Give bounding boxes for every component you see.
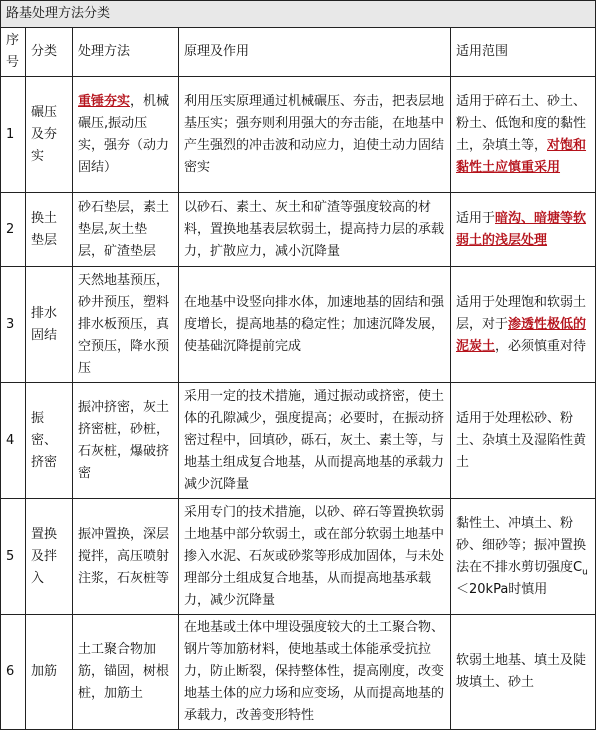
row-category: 置换及拌入	[26, 499, 73, 615]
header-scope: 适用范围	[451, 28, 596, 77]
row-scope	[451, 193, 596, 267]
row-method	[73, 77, 179, 193]
row-scope	[451, 77, 596, 193]
row-category: 碾压及夯实	[26, 77, 73, 193]
scope-text-after: ，必须慎重对待	[495, 338, 587, 354]
row-scope	[451, 267, 596, 383]
method-highlight: 重锤夯实	[78, 93, 131, 109]
table-title-row	[1, 1, 596, 28]
row-method: 天然地基预压，砂井预压，塑料排水板预压，真空预压，降水预压	[73, 267, 179, 383]
table-row	[1, 383, 596, 499]
header-row	[1, 28, 596, 77]
method-text: ，机械碾压,振动压实，强夯（动力固结）	[78, 93, 170, 175]
row-principle: 在地基中设竖向排水体，加速地基的固结和强度增长，提高地基的稳定性；加速沉降发展，使基础沉降提前完成	[179, 267, 451, 383]
header-method: 处理方法	[73, 28, 179, 77]
row-method: 土工聚合物加筋，锚固，树根桩，加筋土	[73, 615, 179, 730]
row-category: 振密、挤密	[26, 383, 73, 499]
scope-text-after: ＜20kPa时慎用	[456, 581, 548, 597]
row-no: 4	[1, 383, 26, 499]
table-row	[1, 267, 596, 383]
row-no: 6	[1, 615, 26, 730]
table-row	[1, 615, 596, 730]
header-principle: 原理及作用	[179, 28, 451, 77]
row-no: 1	[1, 77, 26, 193]
table-row	[1, 499, 596, 615]
row-no: 5	[1, 499, 26, 615]
scope-text: 黏性土、冲填土、粉砂、细砂等；振冲置换法在不排水剪切强度C	[456, 515, 587, 575]
table-row	[1, 77, 596, 193]
scope-subscript: u	[582, 567, 588, 578]
row-principle: 以砂石、素土、灰土和矿渣等强度较高的材料，置换地基表层软弱土，提高持力层的承载力，扩散应力，减小沉降量	[179, 193, 451, 267]
header-no: 序号	[1, 28, 26, 77]
row-principle: 在地基或土体中埋设强度较大的土工聚合物、钢片等加筋材料，使地基或土体能承受抗拉力，防止断裂，保持整体性，提高刚度，改变地基土体的应力场和应变场，从而提高地基的承载力，改善变形特性	[179, 615, 451, 730]
row-category: 加筋	[26, 615, 73, 730]
table-row	[1, 193, 596, 267]
row-method: 砂石垫层，素土垫层,灰土垫层，矿渣垫层	[73, 193, 179, 267]
table-title: 路基处理方法分类	[1, 1, 596, 28]
scope-highlight: 对饱和黏性土应慎重采用	[456, 137, 587, 175]
row-category: 换土垫层	[26, 193, 73, 267]
scope-text: 适用于处理饱和软弱土层，对于	[456, 294, 587, 332]
row-scope: 软弱土地基、填土及陡坡填土、砂土	[451, 615, 596, 730]
scope-highlight: 暗沟、暗塘等软弱土的浅层处理	[456, 210, 587, 248]
scope-text: 适用于	[456, 210, 496, 226]
row-method: 振冲置换，深层搅拌，高压喷射注浆，石灰桩等	[73, 499, 179, 615]
row-category: 排水固结	[26, 267, 73, 383]
row-no: 2	[1, 193, 26, 267]
row-principle: 采用专门的技术措施，以砂、碎石等置换软弱土地基中部分软弱土，或在部分软弱土地基中掺入水泥、石灰或砂浆等形成加固体，与未处理部分土组成复合地基，从而提高地基承载力，减少沉降量	[179, 499, 451, 615]
scope-highlight: 渗透性极低的泥炭土	[456, 316, 587, 354]
row-scope: 适用于处理松砂、粉土、杂填土及湿陷性黄土	[451, 383, 596, 499]
row-principle: 采用一定的技术措施，通过振动或挤密，使土体的孔隙减少，强度提高；必要时，在振动挤密过程中，回填砂，砾石，灰土、素土等，与地基土组成复合地基，从而提高地基的承载力减少沉降量	[179, 383, 451, 499]
row-method: 振冲挤密，灰土挤密桩，砂桩，石灰桩，爆破挤密	[73, 383, 179, 499]
row-principle: 利用压实原理通过机械碾压、夯击，把表层地基压实；强夯则利用强大的夯击能，在地基中产生强烈的冲击波和动应力，迫使土动力固结密实	[179, 77, 451, 193]
row-scope	[451, 499, 596, 615]
scope-text: 适用于碎石土、砂土、粉土、低饱和度的黏性土，杂填土等，	[456, 93, 587, 153]
header-category: 分类	[26, 28, 73, 77]
row-no: 3	[1, 267, 26, 383]
